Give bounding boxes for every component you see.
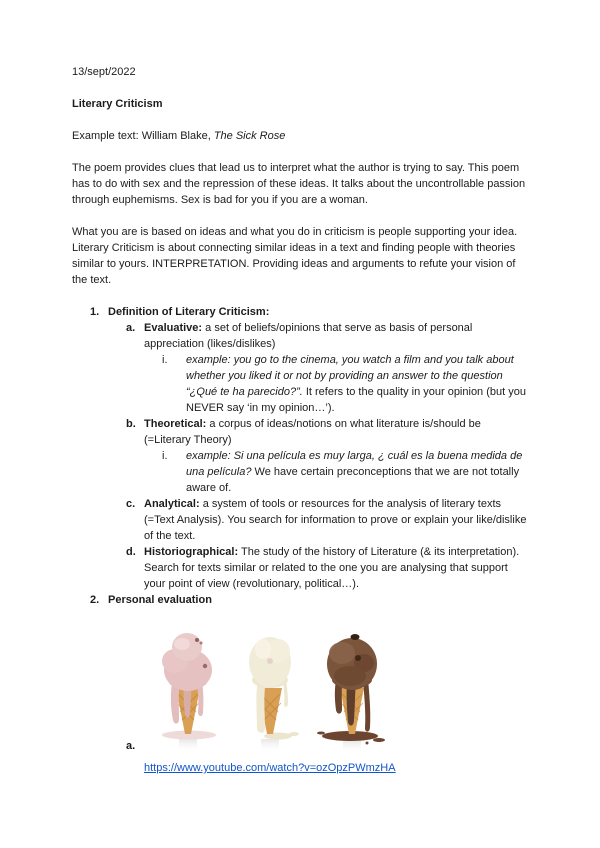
list-marker-media-a: a. xyxy=(126,740,136,752)
list-item-evaluative-example xyxy=(72,352,528,416)
list-item-evaluative-text: Evaluative: a set of beliefs/opinions that serve as basis of personal appreciation (likes/dislikes) xyxy=(144,322,473,350)
strawberry-cone xyxy=(162,633,216,753)
list-marker-b: b. xyxy=(126,418,136,430)
link-line xyxy=(144,760,528,776)
list-marker-i: i. xyxy=(162,450,168,462)
vanilla-cone xyxy=(249,637,299,753)
paragraph-criticism: What you are is based on ideas and what you do in criticism is people supporting your idea. Literary Criticism is about connecting similar ideas in a text and finding people with theories similar to yours. INTERPRETATION. Providing ideas and arguments to refute your vision of the text. xyxy=(72,226,518,286)
list-item-definition-heading: Definition of Literary Criticism: xyxy=(108,306,270,318)
list-item-historiographical xyxy=(72,544,528,592)
list-marker-2: 2. xyxy=(90,594,100,606)
list-item-theoretical-text: Theoretical: a corpus of ideas/notions on what literature is/should be (=Literary Theory) xyxy=(144,418,481,446)
list-item-evaluative-example-text: example: you go to the cinema, you watch a film and you talk about whether you liked it or not by providing an answer to the question “¿Qué te ha parecido?”. It refers to the quality in your opinion (but you NEVER say ‘in my opinion…’). xyxy=(186,354,526,414)
list-marker-d: d. xyxy=(126,546,136,558)
chocolate-cone xyxy=(317,634,385,754)
list-item-personal-evaluation-heading: Personal evaluation xyxy=(108,594,212,606)
list-item-evaluative xyxy=(72,320,528,352)
date-line: 13/sept/2022 xyxy=(72,66,136,78)
ice-cream-image xyxy=(144,632,389,754)
youtube-link[interactable]: https://www.youtube.com/watch?v=ozOpzPWmzHA xyxy=(144,762,396,774)
list-marker-i: i. xyxy=(162,354,168,366)
list-item-theoretical-example xyxy=(72,448,528,496)
list-item-media xyxy=(72,632,528,754)
list-item-theoretical xyxy=(72,416,528,448)
list-item-analytical-text: Analytical: a system of tools or resources for the analysis of literary texts (=Text Analysis). You search for information to prove or explain your like/dislike of the text. xyxy=(144,498,527,542)
list-item-historiographical-text: Historiographical: The study of the history of Literature (& its interpretation). Search for texts similar or related to the one you are analysing that support your point of view (revolutionary, political…). xyxy=(144,546,520,590)
example-text-line: Example text: William Blake, The Sick Rose xyxy=(72,130,286,142)
list-item-analytical xyxy=(72,496,528,544)
list-marker-c: c. xyxy=(126,498,136,510)
list-marker-a: a. xyxy=(126,322,136,334)
list-item-theoretical-example-text: example: Si una película es muy larga, ¿ cuál es la buena medida de una película? We have certain preconceptions that we are not totally aware of. xyxy=(186,450,523,494)
list-marker-1: 1. xyxy=(90,306,100,318)
list-item-personal-evaluation xyxy=(72,592,528,608)
doc-title: Literary Criticism xyxy=(72,98,163,110)
list-item-definition xyxy=(72,304,528,320)
paragraph-intro: The poem provides clues that lead us to interpret what the author is trying to say. This poem has to do with sex and the repression of these ideas. It talks about the uncontrollable passion through euphemisms. Sex is bad for you if you are a woman. xyxy=(72,162,526,206)
